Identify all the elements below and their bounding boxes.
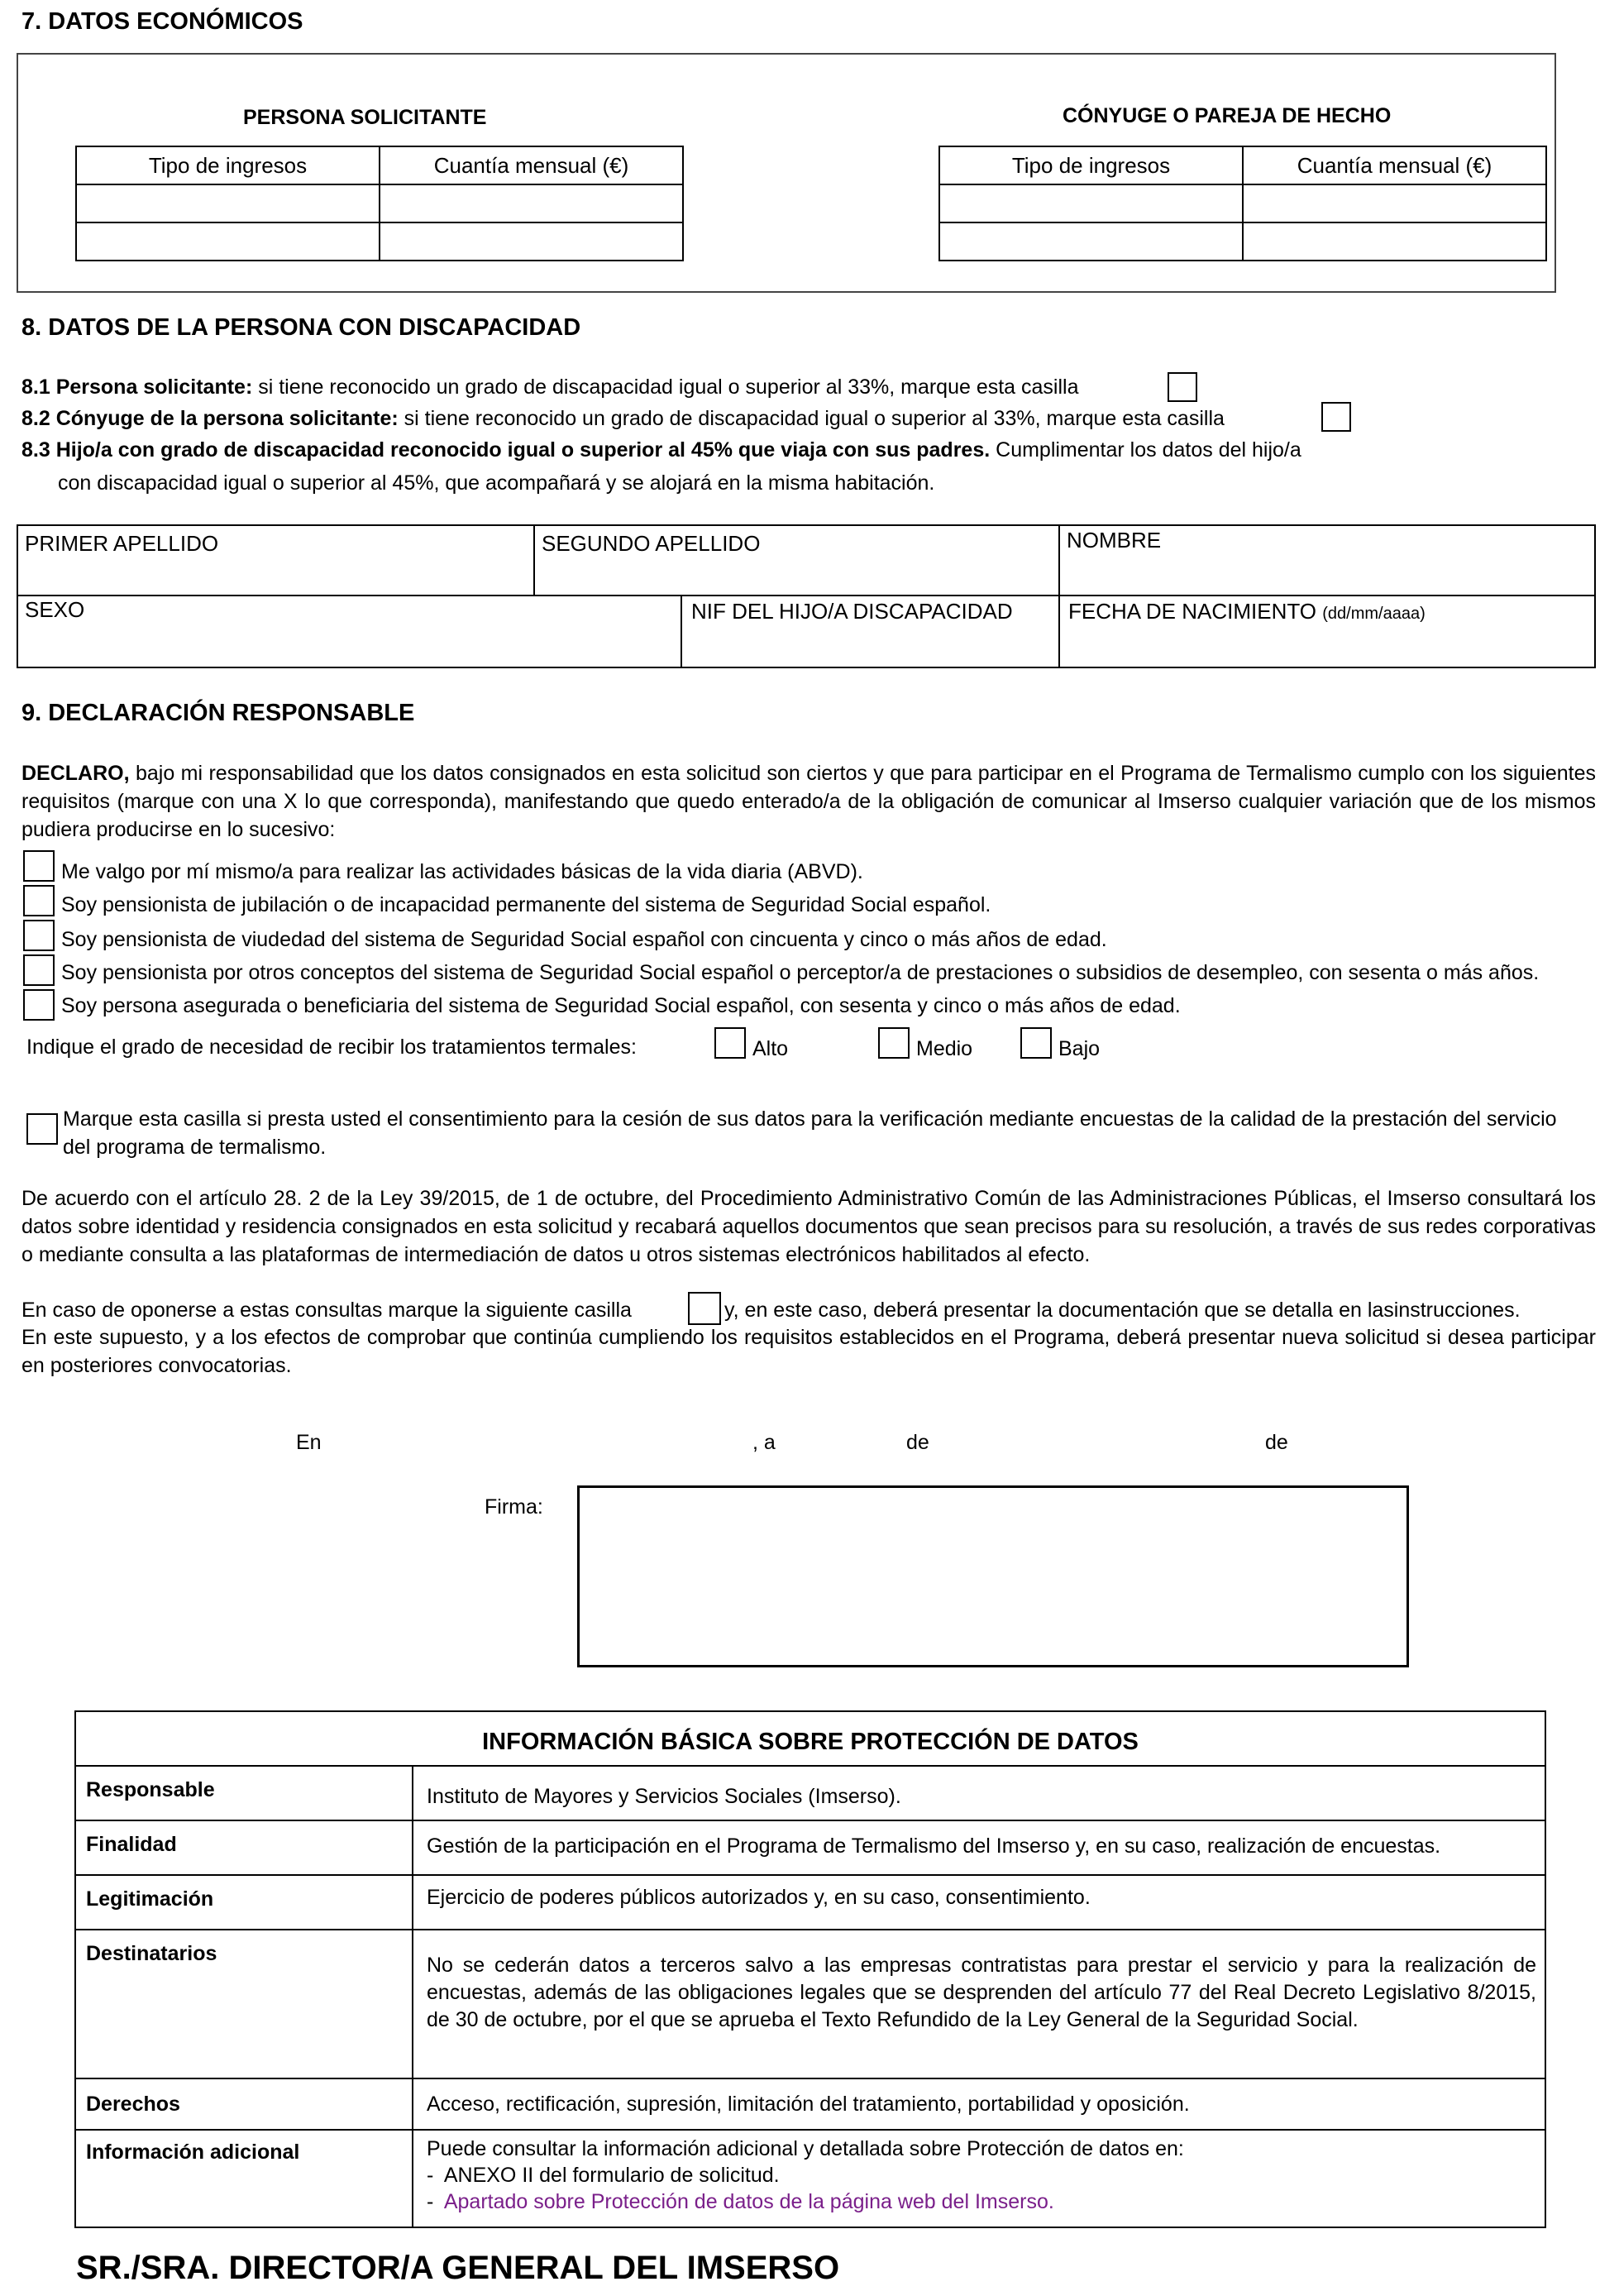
requirement-checkbox-3[interactable] bbox=[23, 920, 55, 951]
oppose-text-3: En este supuesto, y a los efectos de comprobar que continúa cumpliendo los requisitos establecidos en el Programa, deberá presentar nueva solicitud si desea participar en posteriores convocatorias. bbox=[21, 1326, 1596, 1377]
applicant-income-type-input-2[interactable] bbox=[77, 230, 379, 253]
destinatarios-label: Destinatarios bbox=[75, 1930, 413, 2078]
requirement-checkbox-4[interactable] bbox=[23, 954, 55, 986]
nif-label: NIF DEL HIJO/A DISCAPACIDAD bbox=[691, 599, 1013, 624]
need-high-checkbox[interactable] bbox=[714, 1027, 746, 1059]
place-en-label: En bbox=[296, 1431, 322, 1454]
place-input[interactable] bbox=[329, 1424, 751, 1456]
derechos-label: Derechos bbox=[75, 2078, 413, 2130]
birth-date-format: (dd/mm/aaaa) bbox=[1322, 605, 1426, 623]
oppose-checkbox[interactable] bbox=[688, 1292, 721, 1325]
oppose-text-2: y, en este caso, deberá presentar la documentación que se detalla en lasinstrucciones. bbox=[724, 1299, 1521, 1322]
informacion-adicional-value: Puede consultar la información adicional y detallada sobre Protección de datos en: bbox=[427, 2137, 1184, 2160]
legal-paragraph: De acuerdo con el artículo 28. 2 de la Ley 39/2015, de 1 de octubre, del Procedimiento Administrativo Común de las Administraciones Públicas, el Imserso consultará los datos sobre identidad y residencia consignados en esta solicitud y recabará aquellos documentos que sean precisos para su resolución, a través de sus redes corporativas o mediante consulta a las plataformas de intermediación de datos u otros sistemas electrónicos habilitados al efecto. bbox=[21, 1187, 1596, 1266]
birth-date-text: FECHA DE NACIMIENTO bbox=[1068, 599, 1317, 624]
sex-input[interactable] bbox=[18, 629, 678, 665]
spouse-income-amount-input-1[interactable] bbox=[1244, 192, 1545, 215]
item-8-1-text: si tiene reconocido un grado de discapacidad igual o superior al 33%, marque esta casilla bbox=[252, 375, 1079, 399]
need-medium-checkbox[interactable] bbox=[878, 1027, 910, 1059]
child-name-input[interactable] bbox=[1061, 559, 1593, 592]
declaro-paragraph bbox=[21, 759, 1596, 844]
requirement-text-2: Soy pensionista de jubilación o de incapacidad permanente del sistema de Seguridad Social español. bbox=[61, 893, 991, 916]
legitimacion-value: Ejercicio de poderes públicos autorizados y, en su caso, consentimiento. bbox=[413, 1875, 1545, 1930]
spouse-income-amount-1[interactable] bbox=[1243, 184, 1546, 222]
day-input[interactable] bbox=[786, 1424, 901, 1456]
section-9-title: 9. DECLARACIÓN RESPONSABLE bbox=[21, 700, 415, 726]
spouse-income-type-2[interactable] bbox=[939, 222, 1243, 261]
spouse-income-type-input-1[interactable] bbox=[940, 192, 1242, 215]
annex-item bbox=[427, 2162, 1538, 2188]
consent-checkbox[interactable] bbox=[26, 1113, 58, 1145]
requirement-text-4: Soy pensionista por otros conceptos del sistema de Seguridad Social español o perceptor/a de prestaciones o subsidios de desempleo, con sesenta o más años. bbox=[61, 961, 1540, 984]
declaro-label: DECLARO, bbox=[21, 762, 130, 785]
declaro-text: bajo mi responsabilidad que los datos consignados en esta solicitud son ciertos y que para participar en el Programa de Termalismo cumplo con los siguientes requisitos (marque con una X lo que corresponda), manifestando que quedo enterado/a de la obligación de comunicar al Imserso cualquier variación que de los mismos pudiera producirse en lo sucesivo: bbox=[21, 762, 1596, 841]
spouse-disability-checkbox[interactable] bbox=[1321, 402, 1351, 432]
col-income-type: Tipo de ingresos bbox=[76, 146, 380, 184]
month-input[interactable] bbox=[939, 1424, 1254, 1456]
bullet: - bbox=[427, 2190, 434, 2213]
informacion-adicional-cell bbox=[413, 2130, 1545, 2227]
spouse-title: CÓNYUGE O PAREJA DE HECHO bbox=[1063, 104, 1392, 127]
imserso-web-link[interactable]: Apartado sobre Protección de datos de la página web del Imserso. bbox=[443, 2190, 1054, 2213]
signature-box[interactable] bbox=[577, 1485, 1409, 1667]
grid-divider bbox=[533, 524, 535, 596]
section-8-title: 8. DATOS DE LA PERSONA CON DISCAPACIDAD bbox=[21, 314, 581, 341]
oppose-text-1: En caso de oponerse a estas consultas marque la siguiente casilla bbox=[21, 1299, 632, 1322]
web-item bbox=[427, 2188, 1538, 2215]
birth-date-label bbox=[1068, 599, 1426, 624]
applicant-income-type-input-1[interactable] bbox=[77, 192, 379, 215]
requirement-text-5: Soy persona asegurada o beneficiaria del sistema de Seguridad Social español, con sesenta y cinco o más años de edad. bbox=[61, 994, 1181, 1017]
sex-label: SEXO bbox=[25, 597, 85, 622]
applicant-income-table bbox=[75, 146, 684, 261]
responsable-value: Instituto de Mayores y Servicios Sociales (Imserso). bbox=[413, 1766, 1545, 1820]
col-income-type: Tipo de ingresos bbox=[939, 146, 1243, 184]
legitimacion-label: Legitimación bbox=[75, 1875, 413, 1930]
spouse-income-amount-input-2[interactable] bbox=[1244, 230, 1545, 253]
grid-divider bbox=[17, 595, 1596, 596]
applicant-disability-checkbox[interactable] bbox=[1168, 372, 1197, 402]
spouse-income-amount-2[interactable] bbox=[1243, 222, 1546, 261]
applicant-income-amount-1[interactable] bbox=[380, 184, 683, 222]
first-surname-label: PRIMER APELLIDO bbox=[25, 531, 219, 556]
signature-label: Firma: bbox=[485, 1495, 543, 1519]
item-8-1-label: 8.1 Persona solicitante: bbox=[21, 375, 253, 399]
second-surname-label: SEGUNDO APELLIDO bbox=[542, 531, 761, 556]
item-8-2 bbox=[21, 404, 1225, 433]
first-surname-input[interactable] bbox=[18, 559, 531, 592]
applicant-title: PERSONA SOLICITANTE bbox=[243, 106, 487, 129]
child-name-label: NOMBRE bbox=[1067, 528, 1162, 552]
col-monthly-amount: Cuantía mensual (€) bbox=[380, 146, 683, 184]
item-8-3 bbox=[21, 435, 1301, 465]
col-monthly-amount: Cuantía mensual (€) bbox=[1243, 146, 1546, 184]
item-8-3-label: 8.3 Hijo/a con grado de discapacidad reconocido igual o superior al 45% que viaja con sus padres. bbox=[21, 438, 991, 462]
spouse-income-type-1[interactable] bbox=[939, 184, 1243, 222]
place-de-label-1: de bbox=[906, 1431, 929, 1454]
informacion-adicional-label: Información adicional bbox=[75, 2130, 413, 2227]
destinatarios-value: No se cederán datos a terceros salvo a las empresas contratistas para prestar el servicio y para la realización de encuestas, además de las obligaciones legales que se desprenden del artículo 77 del Real Decreto Legislativo 8/2015, de 30 de octubre, por el que se aprueba el Texto Refundido de la Ley General de la Seguridad Social. bbox=[413, 1930, 1545, 2078]
requirement-text-1: Me valgo por mí mismo/a para realizar las actividades básicas de la vida diaria (ABVD). bbox=[61, 860, 863, 883]
item-8-3-text-2: con discapacidad igual o superior al 45%, que acompañará y se alojará en la misma habitación. bbox=[58, 471, 935, 495]
item-8-1 bbox=[21, 372, 1079, 402]
need-low-checkbox[interactable] bbox=[1020, 1027, 1052, 1059]
year-input[interactable] bbox=[1298, 1424, 1464, 1456]
item-8-2-label: 8.2 Cónyuge de la persona solicitante: bbox=[21, 407, 399, 430]
section-7-title: 7. DATOS ECONÓMICOS bbox=[21, 8, 303, 35]
need-medium-label: Medio bbox=[916, 1037, 973, 1060]
need-degree-label: Indique el grado de necesidad de recibir los tratamientos termales: bbox=[26, 1036, 637, 1059]
applicant-income-type-1[interactable] bbox=[76, 184, 380, 222]
need-low-label: Bajo bbox=[1058, 1037, 1101, 1060]
finalidad-value: Gestión de la participación en el Programa de Termalismo del Imserso y, en su caso, realización de encuestas. bbox=[413, 1820, 1545, 1875]
nif-input[interactable] bbox=[683, 629, 1055, 665]
responsable-label: Responsable bbox=[75, 1766, 413, 1820]
place-de-label-2: de bbox=[1265, 1431, 1288, 1454]
place-a-label: , a bbox=[752, 1431, 776, 1454]
birth-date-input[interactable] bbox=[1061, 629, 1593, 665]
grid-divider bbox=[681, 595, 682, 668]
annex-text: ANEXO II del formulario de solicitud. bbox=[443, 2164, 780, 2187]
addressee: SR./SRA. DIRECTOR/A GENERAL DEL IMSERSO bbox=[76, 2250, 840, 2286]
finalidad-label: Finalidad bbox=[75, 1820, 413, 1875]
data-protection-title: INFORMACIÓN BÁSICA SOBRE PROTECCIÓN DE DATOS bbox=[75, 1711, 1545, 1766]
derechos-value: Acceso, rectificación, supresión, limitación del tratamiento, portabilidad y oposición. bbox=[413, 2078, 1545, 2130]
applicant-income-type-2[interactable] bbox=[76, 222, 380, 261]
requirement-checkbox-5[interactable] bbox=[23, 989, 55, 1021]
second-surname-input[interactable] bbox=[536, 559, 1055, 592]
spouse-income-type-input-2[interactable] bbox=[940, 230, 1242, 253]
grid-divider bbox=[1058, 524, 1060, 668]
item-8-2-text: si tiene reconocido un grado de discapacidad igual o superior al 33%, marque esta casilla bbox=[398, 407, 1225, 430]
requirement-checkbox-2[interactable] bbox=[23, 885, 55, 916]
bullet: - bbox=[427, 2164, 434, 2187]
item-8-3-text: Cumplimentar los datos del hijo/a bbox=[990, 438, 1301, 462]
requirement-checkbox-1[interactable] bbox=[23, 850, 55, 882]
applicant-income-amount-input-2[interactable] bbox=[380, 230, 682, 253]
need-high-label: Alto bbox=[752, 1037, 789, 1060]
requirement-text-3: Soy pensionista de viudedad del sistema de Seguridad Social español con cincuenta y cinco o más años de edad. bbox=[61, 928, 1107, 951]
applicant-income-amount-input-1[interactable] bbox=[380, 192, 682, 215]
applicant-income-amount-2[interactable] bbox=[380, 222, 683, 261]
consent-text: Marque esta casilla si presta usted el consentimiento para la cesión de sus datos para la verificación mediante encuestas de la calidad de la prestación del servicio del programa de termalismo. bbox=[63, 1107, 1557, 1159]
spouse-income-table bbox=[938, 146, 1547, 261]
data-protection-table bbox=[74, 1710, 1546, 2228]
